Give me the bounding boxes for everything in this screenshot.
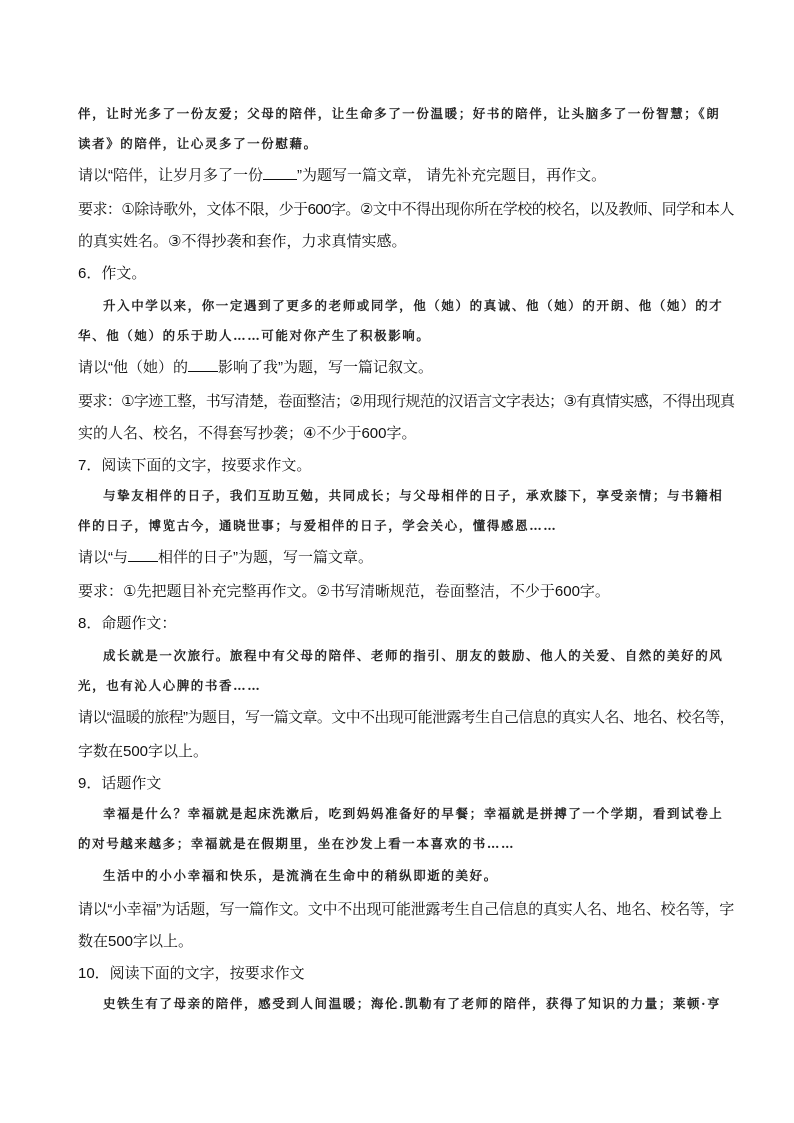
prompt-text: 字数在500字以上。 [78, 743, 209, 760]
material-text: 华、他（她）的乐于助人……可能对你产生了积极影响。 [78, 328, 431, 343]
material-text: 的对号越来越多；幸福就是在假期里，坐在沙发上看一本喜欢的书…… [78, 836, 516, 851]
material-text: 生活中的小小幸福和快乐，是流淌在生命中的稍纵即逝的美好。 [103, 868, 498, 883]
material-text: 光，也有沁人心脾的书香…… [78, 678, 262, 693]
material-text: 幸福是什么？幸福就是起床洗漱后，吃到妈妈准备好的早餐；幸福就是拼搏了一个学期，看到试卷上 [103, 806, 724, 821]
material-text: 读者》的陪伴，让心灵多了一份慰藉。 [78, 136, 318, 151]
material-text: 与挚友相伴的日子，我们互助互勉，共同成长；与父母相伴的日子，承欢膝下，享受亲情；与书籍相 [103, 488, 724, 503]
prompt-text: 数在500字以上。 [78, 933, 194, 950]
material-text: 史铁生有了母亲的陪伴，感受到人间温暖；海伦.凯勒有了老师的陪伴，获得了知识的力量；莱顿·亨 [103, 996, 722, 1011]
material-text: 伴，让时光多了一份友爱；父母的陪伴，让生命多了一份温暖；好书的陪伴，让头脑多了一份智慧；《朗 [78, 106, 721, 121]
prompt-text: 请以“小幸福”为话题，写一篇作文。文中不出现可能泄露考生自己信息的真实人名、地名、校名等，字 [78, 901, 734, 918]
material-text: 成长就是一次旅行。旅程中有父母的陪伴、老师的指引、朋友的鼓励、他人的关爱、自然的美好的风 [103, 648, 724, 663]
prompt-text: 请以“与 相伴的日子”为题，写一篇文章。 [78, 549, 373, 566]
requirements-text: 要求：①除诗歌外，文体不限，少于600字。②文中不得出现你所在学校的校名，以及教师、同学和本人 [78, 201, 734, 218]
question-heading: 9．话题作文 [78, 775, 162, 792]
prompt-text: 请以“他（她）的 影响了我”为题，写一篇记叙文。 [78, 359, 433, 376]
question-heading: 6．作文。 [78, 265, 147, 282]
material-text: 伴的日子，博览古今，通晓世事；与爱相伴的日子，学会关心，懂得感恩…… [78, 518, 558, 533]
requirements-text: 要求：①字迹工整，书写清楚，卷面整洁；②用现行规范的汉语言文字表达；③有真情实感，不得出现真 [78, 393, 735, 410]
requirements-text: 实的人名、校名，不得套写抄袭；④不少于600字。 [78, 425, 417, 442]
requirements-text: 的真实姓名。③不得抄袭和套作，力求真情实感。 [78, 233, 407, 250]
question-heading: 7．阅读下面的文字，按要求作文。 [78, 457, 312, 474]
material-text: 升入中学以来，你一定遇到了更多的老师或同学，他（她）的真诚、他（她）的开朗、他（她）的才 [103, 298, 724, 313]
question-heading: 10．阅读下面的文字，按要求作文 [78, 965, 305, 982]
requirements-text: 要求：①先把题目补充完整再作文。②书写清晰规范，卷面整洁，不少于600字。 [78, 583, 610, 600]
prompt-text: 请以“陪伴，让岁月多了一份 ”为题写一篇文章， 请先补充完题目，再作文。 [78, 167, 607, 184]
fill-blank [263, 178, 297, 180]
fill-blank [188, 370, 218, 372]
fill-blank [128, 560, 158, 562]
question-heading: 8．命题作文： [78, 615, 177, 632]
prompt-text: 请以“温暖的旅程”为题目，写一篇文章。文中不出现可能泄露考生自己信息的真实人名、地名、校名等， [78, 709, 734, 726]
